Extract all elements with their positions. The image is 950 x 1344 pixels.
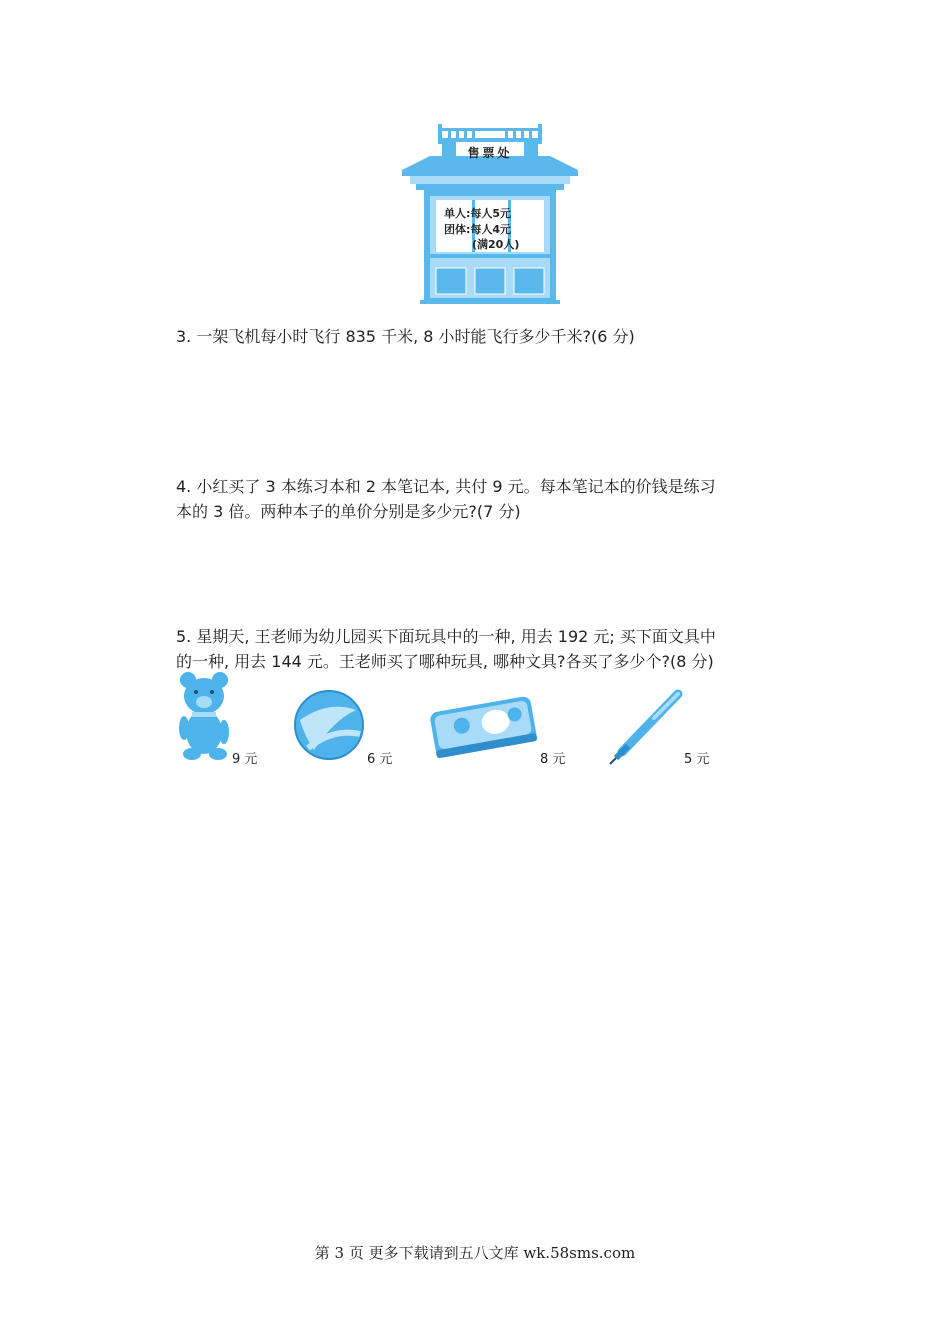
pencil-case-icon <box>426 688 540 762</box>
question-4-line-1: 4. 小红买了 3 本练习本和 2 本笔记本, 共付 9 元。每本笔记本的价钱是练习 <box>176 477 716 496</box>
question-5-line-2: 的一种, 用去 144 元。王老师买了哪种玩具, 哪种文具?各买了多少个?(8 分) <box>176 652 714 671</box>
question-5 <box>176 624 816 674</box>
question-5-line-1: 5. 星期天, 王老师为幼儿园买下面玩具中的一种, 用去 192 元; 买下面文具中 <box>176 627 716 646</box>
teddy-bear-icon <box>176 670 232 762</box>
item-ball <box>294 690 364 764</box>
question-3-text: 3. 一架飞机每小时飞行 835 千米, 8 小时能飞行多少千米?(6 分) <box>176 327 635 346</box>
item-pen <box>606 688 686 772</box>
item-teddy-bear-price: 9 元 <box>232 752 258 767</box>
question-4 <box>176 474 816 524</box>
booth-sign: 售票处 <box>467 146 513 160</box>
page-footer: 第 3 页 更多下载请到五八文库 wk.58sms.com <box>314 1244 636 1262</box>
item-pen-price: 5 元 <box>684 752 710 767</box>
booth-price-single: 单人:每人5元 <box>444 207 512 220</box>
item-pencil-case-price: 8 元 <box>540 752 566 767</box>
booth-price-group: 团体:每人4元 <box>444 223 512 236</box>
question-4-line-2: 本的 3 倍。两种本子的单价分别是多少元?(7 分) <box>176 502 521 521</box>
item-teddy-bear <box>176 670 232 766</box>
question-3 <box>176 324 816 349</box>
pen-icon <box>606 688 686 768</box>
item-pencil-case <box>426 688 540 766</box>
item-ball-price: 6 元 <box>367 752 393 767</box>
ball-icon <box>294 690 364 760</box>
booth-group-condition: (满20人) <box>472 238 520 251</box>
ticket-booth-illustration <box>400 122 580 304</box>
